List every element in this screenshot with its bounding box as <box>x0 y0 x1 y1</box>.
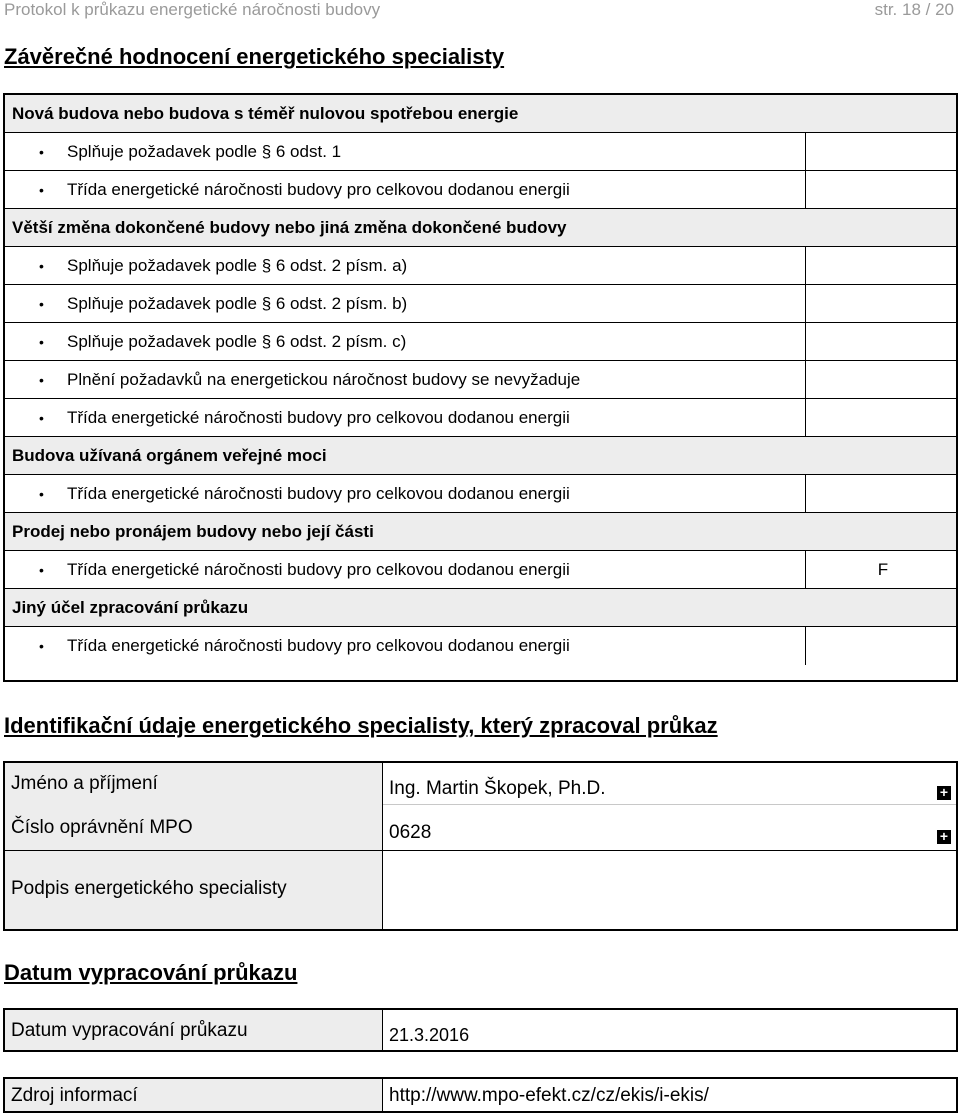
bullet-icon: • <box>39 144 44 160</box>
item-text: Splňuje požadavek podle § 6 odst. 1 <box>67 142 342 161</box>
bullet-icon: • <box>39 334 44 350</box>
signature-label: Podpis energetického specialisty <box>11 878 287 899</box>
item-text: Splňuje požadavek podle § 6 odst. 2 písm. b) <box>67 294 408 313</box>
table-row <box>5 133 956 171</box>
date-label: Datum vypracování průkazu <box>11 1020 248 1041</box>
group-heading: Nová budova nebo budova s téměř nulovou spotřebou energie <box>5 95 956 133</box>
group-heading: Větší změna dokončené budovy nebo jiná změna dokončené budovy <box>5 209 956 247</box>
page-number: str. 18 / 20 <box>874 0 954 19</box>
table-row <box>5 627 956 665</box>
date-value: 21.3.2016 <box>389 1025 470 1045</box>
table-row <box>5 171 956 209</box>
item-text: Třída energetické náročnosti budovy pro celkovou dodanou energii <box>67 408 570 427</box>
bullet-icon: • <box>39 258 44 274</box>
item-value <box>805 285 960 322</box>
permit-label: Číslo oprávnění MPO <box>11 817 193 838</box>
item-value <box>805 475 960 512</box>
item-text: Splňuje požadavek podle § 6 odst. 2 písm. c) <box>67 332 407 351</box>
field-divider <box>383 804 956 805</box>
bullet-icon: • <box>39 638 44 654</box>
item-value <box>805 627 960 665</box>
bullet-icon: • <box>39 182 44 198</box>
group-heading: Jiný účel zpracování průkazu <box>5 589 956 627</box>
item-text: Třída energetické náročnosti budovy pro celkovou dodanou energii <box>67 560 570 579</box>
table-row <box>5 399 956 437</box>
item-value <box>805 361 960 398</box>
table-row <box>5 475 956 513</box>
item-value <box>805 171 960 208</box>
item-value <box>805 399 960 436</box>
page-header <box>0 0 960 22</box>
table-row <box>5 285 956 323</box>
date-table <box>3 1008 958 1052</box>
bullet-icon: • <box>39 296 44 312</box>
item-value <box>805 323 960 360</box>
bullet-icon: • <box>39 486 44 502</box>
item-text: Třída energetické náročnosti budovy pro celkovou dodanou energii <box>67 484 570 503</box>
item-value <box>805 247 960 284</box>
item-text: Splňuje požadavek podle § 6 odst. 2 písm. a) <box>67 256 408 275</box>
table-row <box>5 323 956 361</box>
add-icon[interactable]: + <box>937 830 951 844</box>
table-row <box>5 551 956 589</box>
item-text: Třída energetické náročnosti budovy pro celkovou dodanou energii <box>67 636 570 655</box>
group-heading: Prodej nebo pronájem budovy nebo její části <box>5 513 956 551</box>
bullet-icon: • <box>39 562 44 578</box>
item-text: Třída energetické náročnosti budovy pro celkovou dodanou energii <box>67 180 570 199</box>
item-value: F <box>805 551 960 588</box>
specialist-table <box>3 761 958 931</box>
source-label: Zdroj informací <box>11 1085 138 1106</box>
source-value: http://www.mpo-efekt.cz/cz/ekis/i-ekis/ <box>389 1085 709 1106</box>
bullet-icon: • <box>39 410 44 426</box>
name-value: Ing. Martin Škopek, Ph.D. <box>389 778 606 799</box>
source-table <box>3 1077 958 1113</box>
divider <box>5 850 956 851</box>
bullet-icon: • <box>39 372 44 388</box>
section-title-specialist: Identifikační údaje energetického specialisty, který zpracoval průkaz <box>4 713 718 738</box>
table-row <box>5 247 956 285</box>
name-label: Jméno a příjmení <box>11 773 158 794</box>
item-text: Plnění požadavků na energetickou náročnost budovy se nevyžaduje <box>67 370 581 389</box>
section-title-date: Datum vypracování průkazu <box>4 960 298 985</box>
item-value <box>805 133 960 170</box>
evaluation-table <box>3 93 958 682</box>
table-row <box>5 361 956 399</box>
add-icon[interactable]: + <box>937 786 951 800</box>
section-title-evaluation: Závěrečné hodnocení energetického specialisty <box>4 44 505 69</box>
group-heading: Budova užívaná orgánem veřejné moci <box>5 437 956 475</box>
permit-value: 0628 <box>389 822 432 843</box>
document-title: Protokol k průkazu energetické náročnosti budovy <box>4 0 381 19</box>
